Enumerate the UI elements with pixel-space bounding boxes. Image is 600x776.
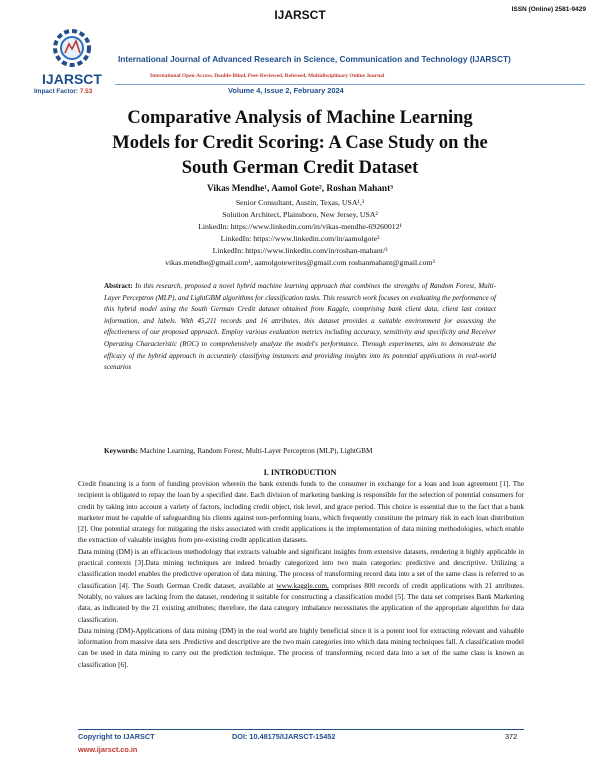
copyright: Copyright to IJARSCT	[78, 732, 155, 741]
page-number: 372	[505, 732, 518, 741]
body-text	[78, 479, 524, 671]
paragraph	[78, 547, 524, 626]
affiliation: Senior Consultant, Austin, Texas, USA¹,³	[235, 198, 365, 207]
keywords-label: Keywords:	[104, 446, 139, 455]
header-rule	[115, 84, 585, 85]
issn: ISSN (Online) 2581-9429	[511, 6, 586, 13]
author-list: Vikas Mendhe¹, Aamol Gote², Roshan Mahant³	[207, 184, 393, 194]
abstract-text: In this research, proposed a novel hybrid machine learning approach that combines the strengths of Random Forest, Multi-Layer Perceptron (MLP), and LightGBM algorithms for classification tasks. This research work focuses on evaluating the performance of this hybrid model using the South German Credit dataset obtained from Kaggle, comprising bank client data, client last contact information, and labels. With 45,211 records and 16 attributes, this dataset provides a suitable environment for assessing the effectiveness of our proposed approach. Employ various evaluation metrics including accuracy, sensitivity and specificity and Receiver Operating Characteristic (ROC) to comprehensively analyze the model's performance. Through experiments, aim to demonstrate the efficacy of the hybrid approach in accurately classifying instances and providing insights into its potential applications in real-world scenarios	[104, 282, 496, 372]
kaggle-link[interactable]: www.kaggle.com,	[276, 581, 329, 590]
impact-factor-value: 7.53	[79, 88, 93, 95]
journal-abbreviation: IJARSCT	[274, 8, 326, 22]
paragraph-text: comprises 800 records of credit applications with 21 attributes. Notably, no values are lacking from the dataset, rendering it suitable for constructing a classification model [5]. The data set comprises Bank Marketing data, as indicated by the 21 existing attributes; therefore, the data category imbalance necessitates the application of the appropriate algorithm for data classification.	[78, 581, 524, 624]
abstract	[104, 281, 496, 374]
paper-title-line: South German Credit Dataset	[181, 158, 419, 178]
section-heading: I. INTRODUCTION	[263, 468, 337, 477]
journal-logo	[34, 26, 110, 90]
linkedin-link[interactable]: LinkedIn: https://www.linkedin.com/in/vikas-mendhe-69260012¹	[198, 222, 402, 231]
footer-rule	[78, 729, 524, 730]
doi[interactable]: DOI: 10.48175/IJARSCT-15452	[232, 732, 336, 741]
abstract-label: Abstract:	[104, 282, 133, 290]
logo-gear-icon	[55, 31, 89, 65]
linkedin-link[interactable]: LinkedIn: https://www.linkedin.com/in/aamolgote²	[220, 234, 380, 243]
paragraph: Credit financing is a form of funding provision wherein the bank extends funds to the consumer in exchange for a loan and loan agreement [1]. The recipient is obligated to repay the loan by a specified date. Each division of marketing banking is responsible for the selection of potential consumers for credit by taking into account a variety of factors, including credit object, risk level, and grace period. This choice is essential due to the fact that a bank marketer must be capable of safeguarding his clients against non-performing loans, which frequently constitute the primary risk in each loan distribution [2]. One potential strategy for mitigating the risks associated with credit applications is the implementation of data mining methodologies, which enable the extraction of valuable insights from pre-existing credit application datasets.	[78, 480, 524, 545]
journal-subtitle: International Open-Access, Double-Blind, Peer-Reviewed, Refereed, Multidisciplinary Online Journal	[150, 73, 385, 79]
keywords-text: Machine Learning, Random Forest, Multi-Layer Perceptron (MLP), LightGBM	[139, 446, 373, 455]
paragraph-text: Data mining (DM) is an efficacious methodology that extracts valuable and significant insights from extensive datasets, rendering it highly applicable in practical contexts [3].Data mining techniques are indeed broadly categorized into two main categories: predictive and descriptive. Utilizing a classification model enables the predictive operation of data mining. The process of transforming record data into a set of the same class is referred to as classification [4]. The South German Credit dataset, available at	[78, 547, 524, 590]
impact-factor-label: Impact Factor:	[34, 88, 79, 95]
volume-issue: Volume 4, Issue 2, February 2024	[228, 86, 344, 95]
logo-text: IJARSCT	[42, 71, 102, 87]
impact-factor	[34, 88, 92, 95]
journal-title: International Journal of Advanced Research in Science, Communication and Technology (IJARSCT)	[118, 54, 511, 64]
linkedin-link[interactable]: LinkedIn: https://www.linkedin.com/in/roshan-mahant/³	[212, 246, 388, 255]
email-addresses[interactable]: vikas.mendhe@gmail.com¹, aamolgotewrites@gmail.com roshanmahant@gmail.com³	[165, 258, 435, 267]
paper-title-line: Models for Credit Scoring: A Case Study on the	[112, 133, 488, 153]
website-link[interactable]: www.ijarsct.co.in	[78, 745, 138, 754]
keywords	[104, 446, 496, 455]
paper-title-line: Comparative Analysis of Machine Learning	[127, 108, 473, 128]
paper-title	[40, 106, 560, 181]
affiliation: Solution Architect, Plainsboro, New Jersey, USA²	[222, 210, 378, 219]
paragraph: Data mining (DM)-Applications of data mining (DM) in the real world are highly beneficial since it is a potent tool for extracting relevant and valuable information from massive data sets .Predictive and descriptive are the two main categories into which data mining techniques fall. A classification model can be used in data mining to carry out the prediction technique. The process of transforming record data into a set of the same class is known as classification [6].	[78, 626, 524, 669]
